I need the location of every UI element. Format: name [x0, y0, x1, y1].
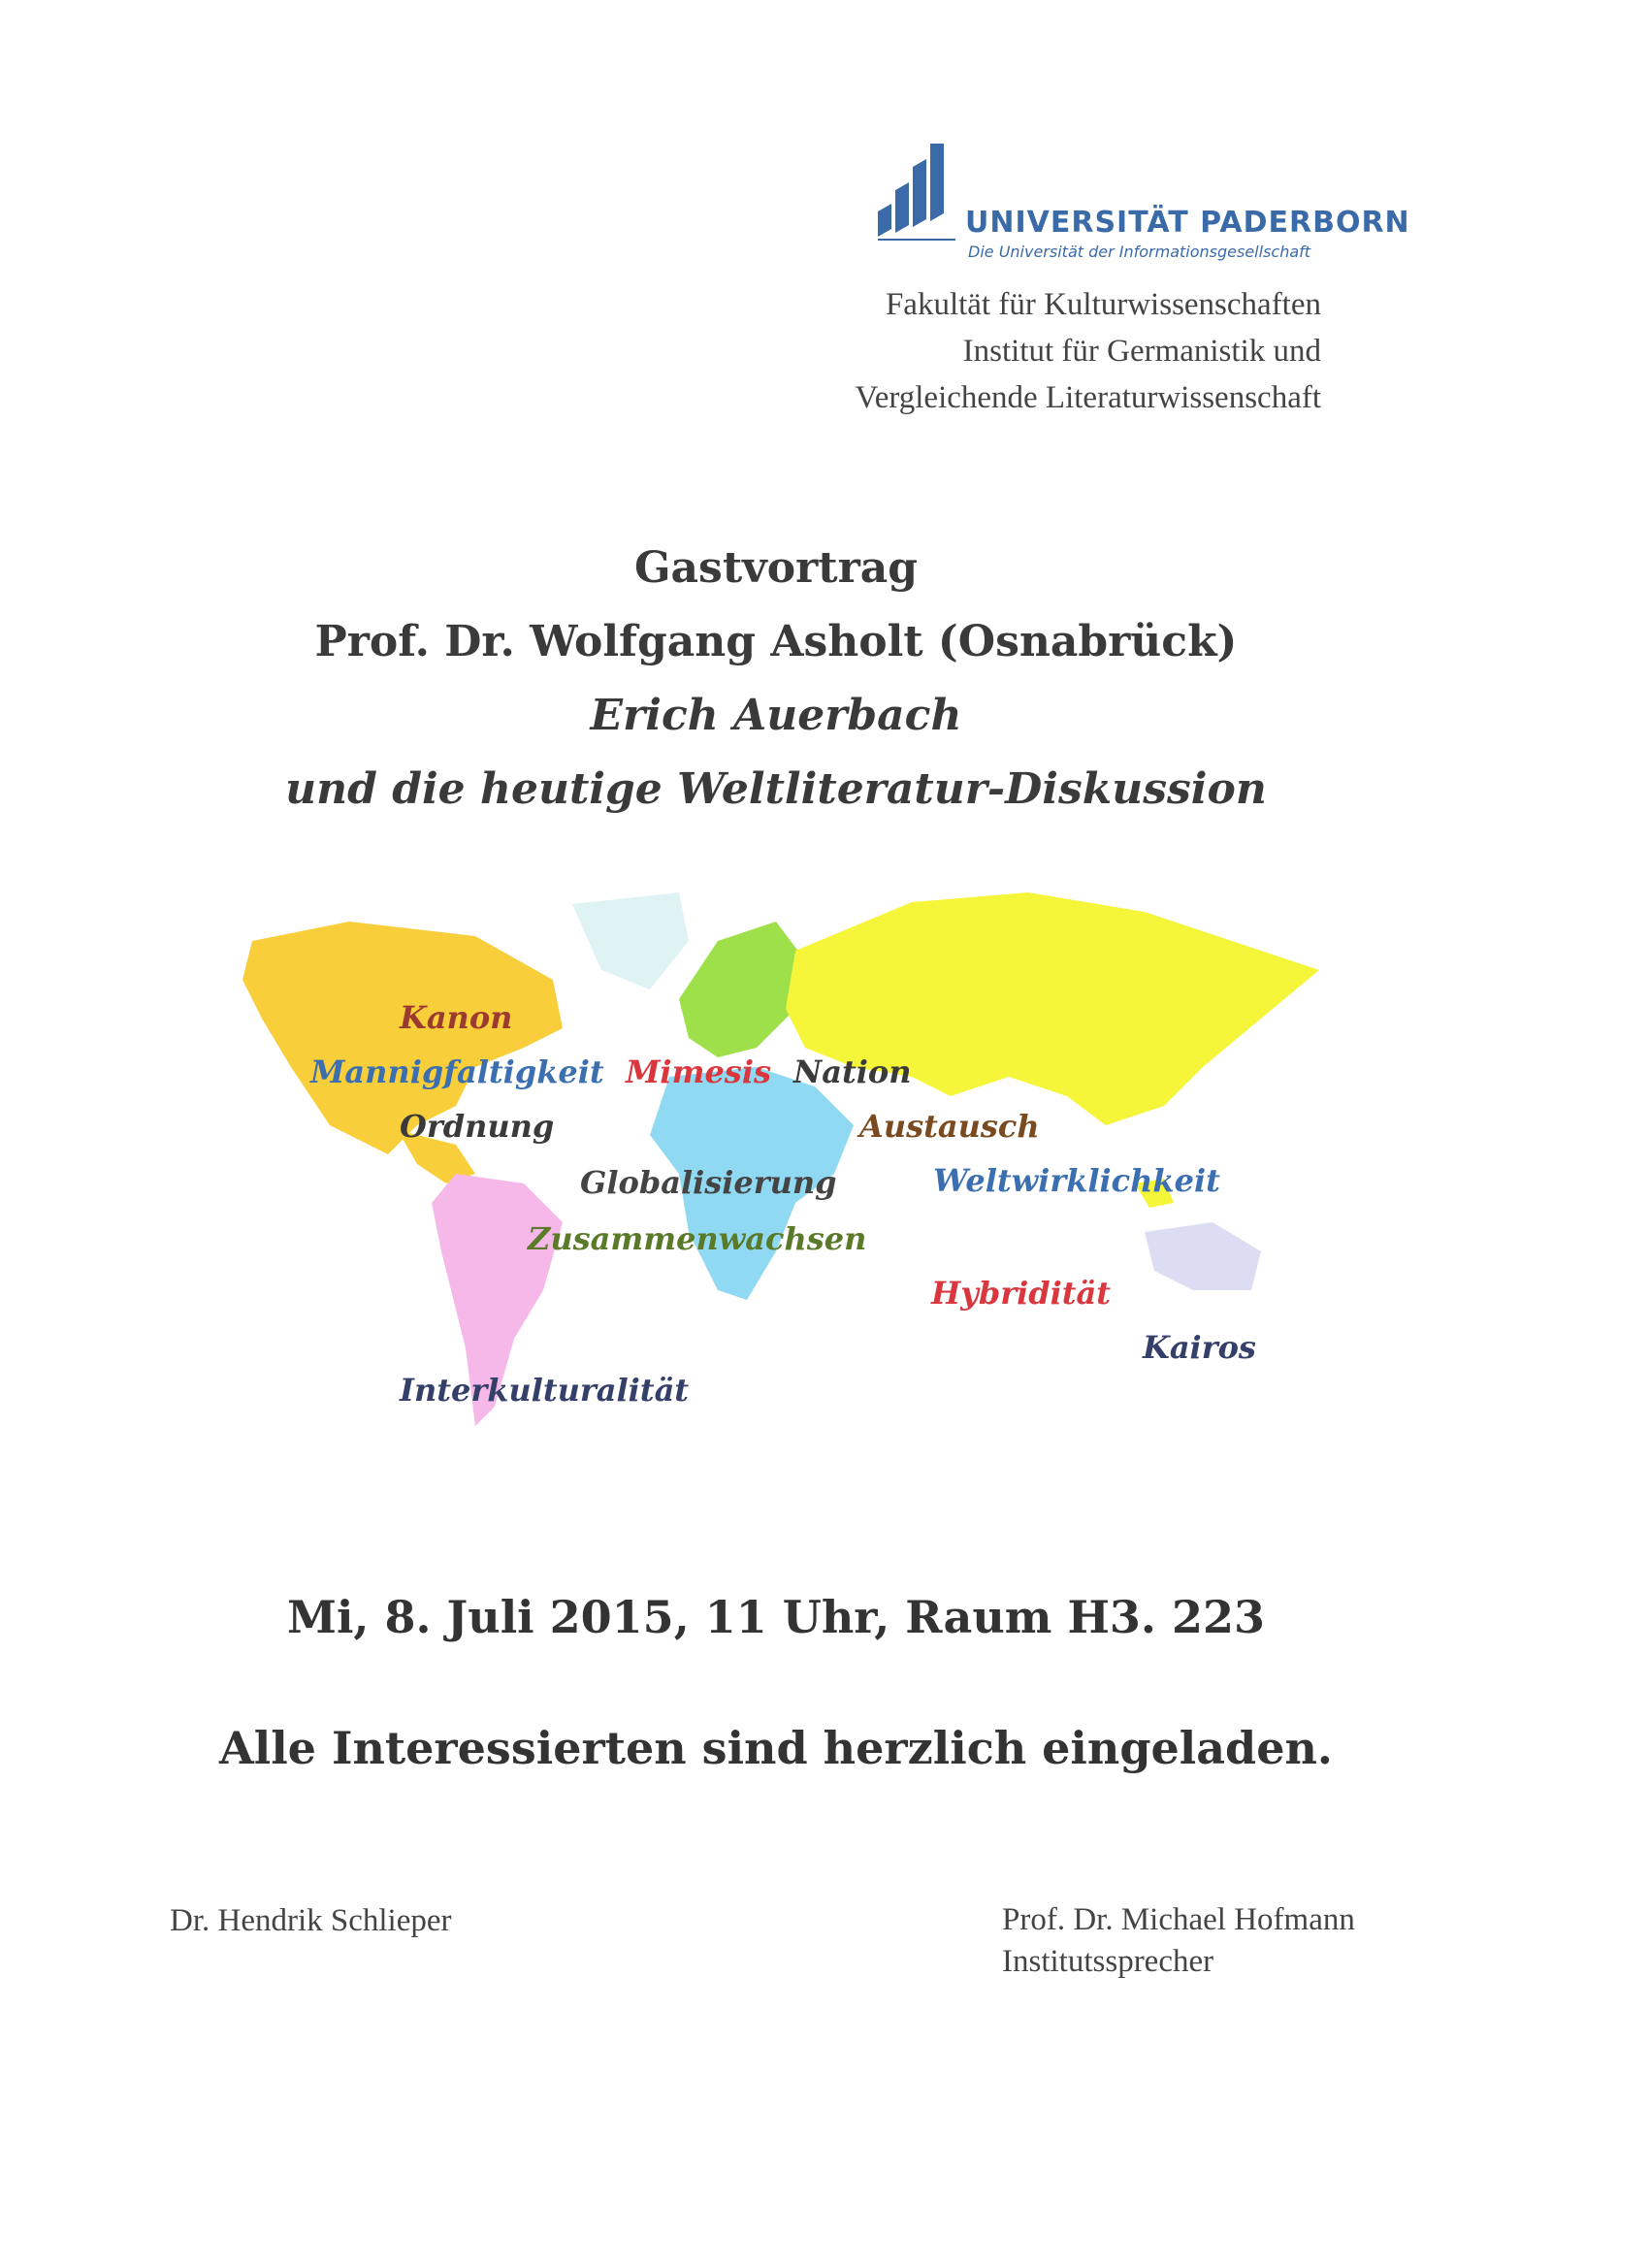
- asia-region: [786, 892, 1319, 1125]
- map-word-weltwirklichkeit: Weltwirklichkeit: [933, 1162, 1220, 1199]
- university-tagline: Die Universität der Informationsgesellschaft: [968, 243, 1311, 261]
- institute-line: Institut für Germanistik und: [962, 334, 1321, 369]
- map-word-nation: Nation: [793, 1053, 912, 1090]
- spokesperson-name: Prof. Dr. Michael Hofmann: [1002, 1902, 1355, 1937]
- spokesperson-role: Institutssprecher: [1002, 1944, 1214, 1979]
- europe-region: [679, 922, 805, 1057]
- speaker-name: Prof. Dr. Wolfgang Asholt (Osnabrück): [314, 617, 1238, 666]
- department-line: Vergleichende Literaturwissenschaft: [855, 380, 1321, 415]
- map-word-kanon: Kanon: [400, 999, 513, 1036]
- lecture-title-block: [0, 532, 1552, 826]
- map-word-mannigfaltigkeit: Mannigfaltigkeit: [310, 1053, 604, 1090]
- map-word-hybriditaet: Hybridität: [931, 1275, 1112, 1312]
- organizer-name: Dr. Hendrik Schlieper: [170, 1903, 452, 1938]
- map-word-interkulturalitaet: Interkulturalität: [400, 1372, 690, 1409]
- map-word-globalisierung: Globalisierung: [580, 1164, 837, 1201]
- spokesperson-block: [1002, 1899, 1355, 1983]
- topic-line-1: Erich Auerbach: [590, 691, 962, 740]
- faculty-line: Fakultät für Kulturwissenschaften: [885, 287, 1321, 322]
- invitation-line: Alle Interessierten sind herzlich eingeladen.: [219, 1722, 1333, 1774]
- world-map: [233, 883, 1329, 1445]
- university-name: UNIVERSITÄT PADERBORN: [965, 206, 1410, 240]
- map-word-zusammenwachsen: Zusammenwachsen: [528, 1220, 867, 1257]
- university-building-logo-icon: [878, 144, 955, 241]
- map-word-ordnung: Ordnung: [400, 1108, 555, 1145]
- map-word-mimesis: Mimesis: [626, 1053, 771, 1090]
- lecture-kind: Gastvortrag: [633, 543, 919, 593]
- topic-line-2: und die heutige Weltliteratur-Diskussion: [285, 764, 1267, 814]
- faculty-block: [856, 281, 1321, 421]
- map-word-kairos: Kairos: [1143, 1329, 1256, 1366]
- greenland-region: [572, 892, 689, 989]
- map-word-austausch: Austausch: [859, 1108, 1040, 1145]
- event-date-line: Mi, 8. Juli 2015, 11 Uhr, Raum H3. 223: [287, 1591, 1265, 1643]
- australia-region: [1145, 1222, 1261, 1290]
